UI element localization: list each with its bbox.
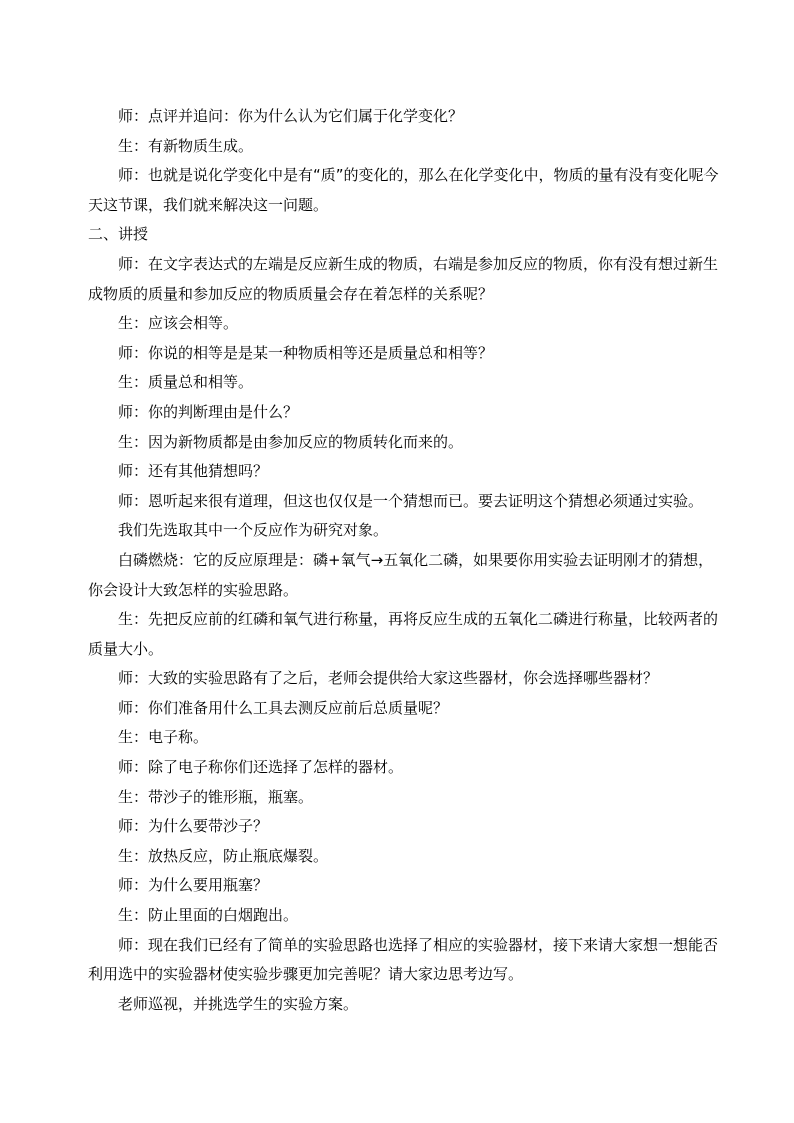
document-body bbox=[88, 102, 728, 1019]
paragraph: 生：先把反应前的红磷和氧气进行称量，再将反应生成的五氧化二磷进行称量，比较两者的质量大小。 bbox=[88, 610, 719, 658]
paragraph: 师：你说的相等是是某一种物质相等还是质量总和相等？ bbox=[118, 343, 494, 362]
paragraph: 师：为什么要带沙子？ bbox=[118, 817, 269, 836]
paragraph: 师：还有其他猜想吗？ bbox=[118, 462, 269, 481]
paragraph: 老师巡视，并挑选学生的实验方案。 bbox=[118, 994, 359, 1013]
paragraph: 师：你的判断理由是什么？ bbox=[118, 402, 299, 421]
paragraph: 师：为什么要用瓶塞？ bbox=[118, 876, 269, 895]
paragraph: 生：质量总和相等。 bbox=[118, 373, 254, 392]
section-heading: 二、讲授 bbox=[88, 225, 149, 244]
paragraph: 我们先选取其中一个反应作为研究对象。 bbox=[118, 521, 389, 540]
paragraph: 师：点评并追问：你为什么认为它们属于化学变化？ bbox=[118, 107, 464, 125]
paragraph: 生：应该会相等。 bbox=[118, 314, 239, 333]
paragraph: 生：放热反应，防止瓶底爆裂。 bbox=[118, 846, 329, 865]
paragraph: 师：你们准备用什么工具去测反应前后总质量呢？ bbox=[118, 698, 449, 717]
paragraph: 生：电子称。 bbox=[118, 728, 209, 747]
paragraph: 师：也就是说化学变化中是有“质”的变化的，那么在化学变化中，物质的量有没有变化呢今天这节课，我们就来解决这一问题。 bbox=[88, 166, 719, 214]
paragraph: 生：带沙子的锥形瓶，瓶塞。 bbox=[118, 787, 314, 806]
paragraph: 生：防止里面的白烟跑出。 bbox=[118, 906, 299, 925]
paragraph: 生：有新物质生成。 bbox=[118, 136, 254, 155]
paragraph: 生：因为新物质都是由参加反应的物质转化而来的。 bbox=[118, 432, 464, 451]
paragraph: 师：大致的实验思路有了之后，老师会提供给大家这些器材，你会选择哪些器材？ bbox=[118, 669, 659, 688]
paragraph: 师：恩听起来很有道理，但这也仅仅是一个猜想而已。要去证明这个猜想必须通过实验。 bbox=[118, 491, 704, 510]
paragraph: 师：在文字表达式的左端是反应新生成的物质，右端是参加反应的物质，你有没有想过新生成物质的质量和参加反应的物质质量会存在着怎样的关系呢？ bbox=[88, 254, 719, 303]
paragraph: 师：除了电子称你们还选择了怎样的器材。 bbox=[118, 758, 404, 777]
paragraph: 师：现在我们已经有了简单的实验思路也选择了相应的实验器材，接下来请大家想一想能否利用选中的实验器材使实验步骤更加完善呢？请大家边思考边写。 bbox=[88, 935, 719, 984]
paragraph: 白磷燃烧：它的反应原理是：磷+氧气→五氧化二磷，如果要你用实验去证明刚才的猜想，你会设计大致怎样的实验思路。 bbox=[88, 550, 714, 599]
